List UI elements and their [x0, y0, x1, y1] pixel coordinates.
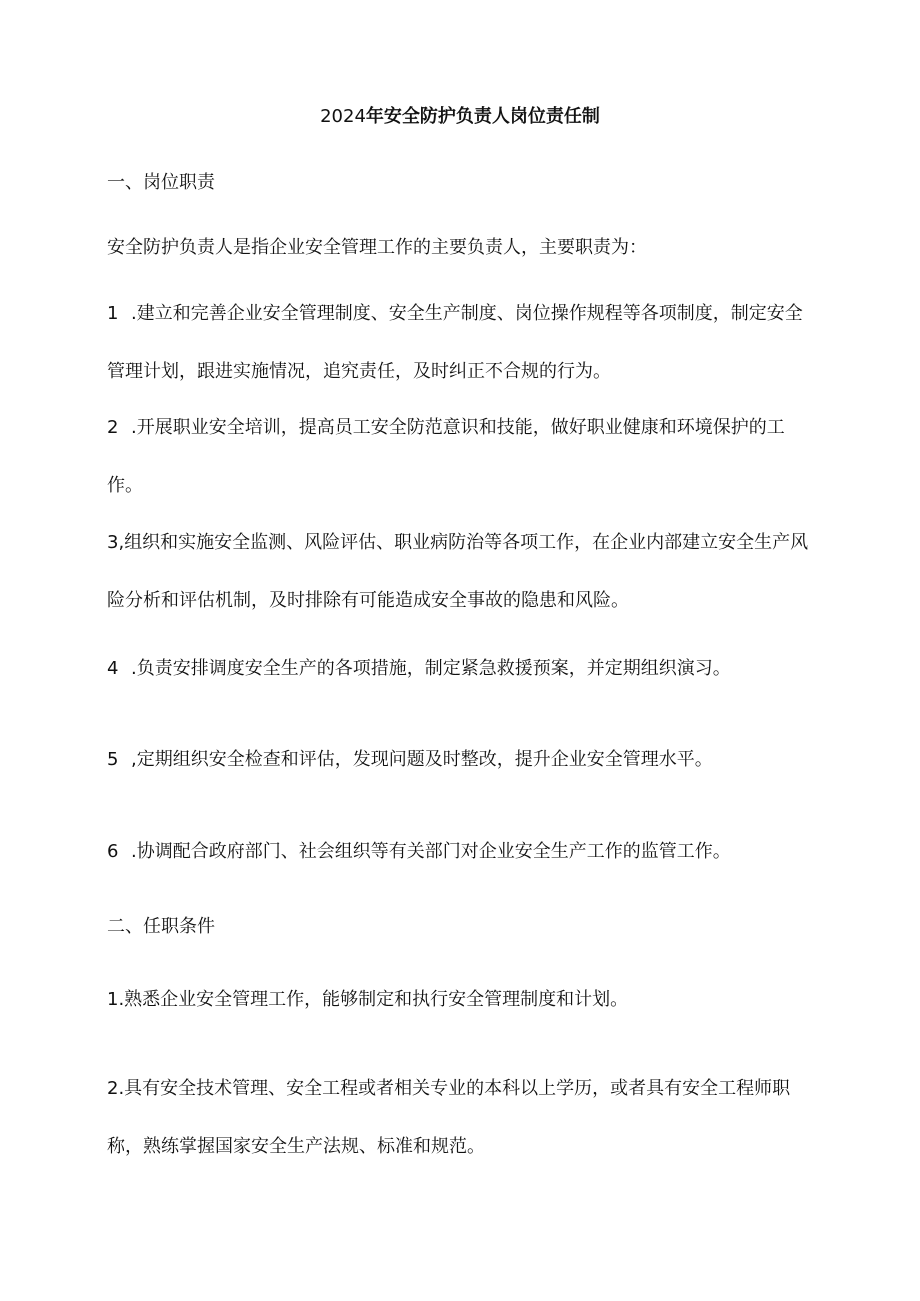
duty-text: 组织和实施安全监测、风险评估、职业病防治等各项工作，在企业内部建立安全生产风险分析和评估机制，及时排除有可能造成安全事故的隐患和风险。	[107, 532, 809, 611]
duty-item	[107, 823, 817, 881]
title-text: 年安全防护负责人岗位责任制	[365, 106, 600, 127]
duty-number: 6	[107, 841, 119, 862]
duty-number: 1	[107, 303, 119, 324]
duty-text: ,定期组织安全检查和评估，发现问题及时整改，提升企业安全管理水平。	[131, 749, 713, 770]
duty-text: .协调配合政府部门、社会组织等有关部门对企业安全生产工作的监管工作。	[131, 841, 731, 862]
section-heading-duties: 一、岗位职责	[107, 172, 215, 193]
title-year: 2024	[320, 106, 366, 127]
duty-item	[107, 640, 817, 698]
duty-number: 4	[107, 658, 119, 679]
duty-item	[107, 514, 817, 630]
duty-number: 2	[107, 417, 119, 438]
duty-number: 5	[107, 749, 119, 770]
section-heading-requirements: 二、任职条件	[107, 916, 215, 937]
duty-item	[107, 399, 817, 515]
duty-number: 3,	[107, 532, 125, 553]
intro-paragraph: 安全防护负责人是指企业安全管理工作的主要负责人，主要职责为：	[107, 237, 647, 258]
duty-text: .负责安排调度安全生产的各项措施，制定紧急救援预案，并定期组织演习。	[131, 658, 731, 679]
requirement-item: 2.具有安全技术管理、安全工程或者相关专业的本科以上学历，或者具有安全工程师职称，熟练掌握国家安全生产法规、标准和规范。	[107, 1078, 791, 1157]
duty-item	[107, 731, 817, 789]
requirement-item: 1.熟悉企业安全管理工作，能够制定和执行安全管理制度和计划。	[107, 989, 629, 1010]
document-title	[0, 104, 920, 130]
duty-item	[107, 285, 817, 401]
duty-text: .开展职业安全培训，提高员工安全防范意识和技能，做好职业健康和环境保护的工作。	[107, 417, 785, 496]
duty-text: .建立和完善企业安全管理制度、安全生产制度、岗位操作规程等各项制度，制定安全管理计划，跟进实施情况，追究责任，及时纠正不合规的行为。	[107, 303, 803, 382]
